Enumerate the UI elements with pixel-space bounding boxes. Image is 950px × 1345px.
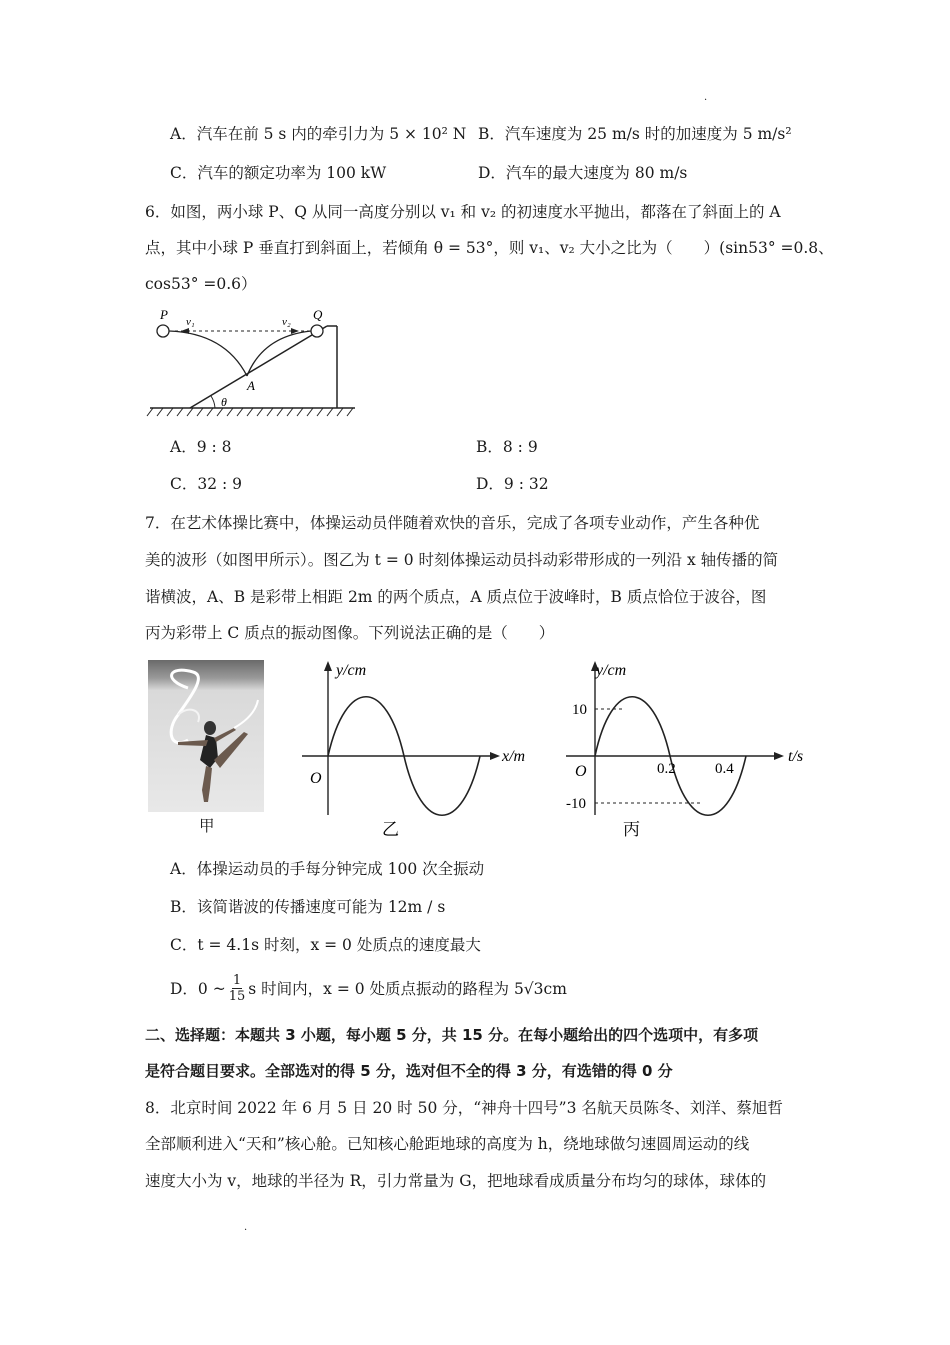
q7-line2: 美的波形（如图甲所示）。图乙为 t = 0 时刻体操运动员抖动彩带形成的一列沿 x 轴传播的简 — [145, 551, 779, 569]
q6-option-c: C．32 : 9 — [170, 475, 243, 493]
bing-origin: O — [575, 763, 587, 780]
q5-option-b: B．汽车速度为 25 m/s 时的加速度为 5 m/s² — [478, 125, 792, 143]
bing-xlabel: t/s — [788, 748, 804, 765]
q7-line4: 丙为彩带上 C 质点的振动图像。下列说法正确的是（ ） — [145, 624, 555, 642]
q7-option-a: A．体操运动员的手每分钟完成 100 次全振动 — [170, 860, 485, 878]
label-q: Q — [313, 307, 323, 322]
q5-option-d: D．汽车的最大速度为 80 m/s — [478, 164, 688, 182]
header-dot: . — [704, 92, 708, 103]
q5-option-c: C．汽车的额定功率为 100 kW — [170, 164, 387, 182]
label-a: A — [247, 378, 255, 393]
q8-line1: 8．北京时间 2022 年 6 月 5 日 20 时 50 分，“神舟十四号”3 名航天员陈冬、刘洋、蔡旭哲 — [145, 1099, 783, 1117]
section2-line1: 二、选择题：本题共 3 小题，每小题 5 分，共 15 分。在每小题给出的四个选项中，有多项 — [145, 1026, 759, 1044]
q6-option-a: A．9 : 8 — [170, 438, 232, 456]
fraction-denominator: 15 — [228, 988, 246, 1004]
caption-jia: 甲 — [199, 817, 215, 835]
q7-option-c: C．t = 4.1s 时刻，x = 0 处质点的速度最大 — [170, 936, 481, 954]
fraction — [229, 973, 246, 1004]
q7-option-d — [170, 966, 567, 1010]
q6-option-d: D．9 : 32 — [476, 475, 549, 493]
q6-line3: cos53° =0.6） — [145, 275, 257, 293]
yi-xlabel: x/m — [502, 748, 526, 765]
label-v1: v₁ — [186, 316, 195, 328]
bing-tick-0.4: 0.4 — [715, 761, 734, 777]
yi-origin: O — [310, 770, 322, 787]
gymnast-photo — [148, 660, 264, 812]
q7-option-d-pre: D．0 ~ — [170, 980, 226, 998]
bing-ylabel: y/cm — [596, 662, 627, 679]
q7-line1: 7．在艺术体操比赛中，体操运动员伴随着欢快的音乐，完成了各项专业动作，产生各种优 — [145, 514, 760, 532]
yi-ylabel: y/cm — [336, 662, 367, 679]
bing-tick-neg10: -10 — [566, 796, 586, 812]
q8-line3: 速度大小为 v，地球的半径为 R，引力常量为 G，把地球看成质量分布均匀的球体，球体的 — [145, 1172, 767, 1190]
label-theta: θ — [221, 395, 227, 409]
section2-line2: 是符合题目要求。全部选对的得 5 分，选对但不全的得 3 分，有选错的得 0 分 — [145, 1062, 673, 1080]
label-p: P — [160, 307, 168, 322]
q6-incline-figure — [145, 300, 365, 420]
caption-bing: 丙 — [623, 820, 640, 839]
bing-tick-0.2: 0.2 — [657, 761, 676, 777]
label-v2: v₂ — [282, 316, 291, 328]
q6-option-b: B．8 : 9 — [476, 438, 538, 456]
bing-tick-10: 10 — [572, 702, 587, 718]
q6-line2: 点，其中小球 P 垂直打到斜面上，若倾角 θ = 53°，则 v₁、v₂ 大小之比为（ ）(sin53° =0.8、 — [145, 239, 834, 257]
q7-line3: 谐横波，A、B 是彩带上相距 2m 的两个质点，A 质点位于波峰时，B 质点恰位于波谷，图 — [145, 588, 767, 606]
fraction-numerator: 1 — [232, 972, 242, 988]
q7-option-d-post: s 时间内，x = 0 处质点振动的路程为 5√3cm — [248, 980, 567, 998]
vibration-graph-bing — [560, 655, 815, 845]
q7-option-b: B．该简谐波的传播速度可能为 12m / s — [170, 898, 446, 916]
caption-yi: 乙 — [382, 820, 399, 839]
wave-graph-yi — [296, 655, 541, 845]
q8-line2: 全部顺利进入“天和”核心舱。已知核心舱距地球的高度为 h，绕地球做匀速圆周运动的线 — [145, 1135, 750, 1153]
q5-option-a: A．汽车在前 5 s 内的牵引力为 5 × 10² N — [170, 125, 467, 143]
footer-dot: . — [244, 1222, 248, 1233]
q6-line1: 6．如图，两小球 P、Q 从同一高度分别以 v₁ 和 v₂ 的初速度水平抛出，都落在了斜面上的 A — [145, 203, 781, 221]
